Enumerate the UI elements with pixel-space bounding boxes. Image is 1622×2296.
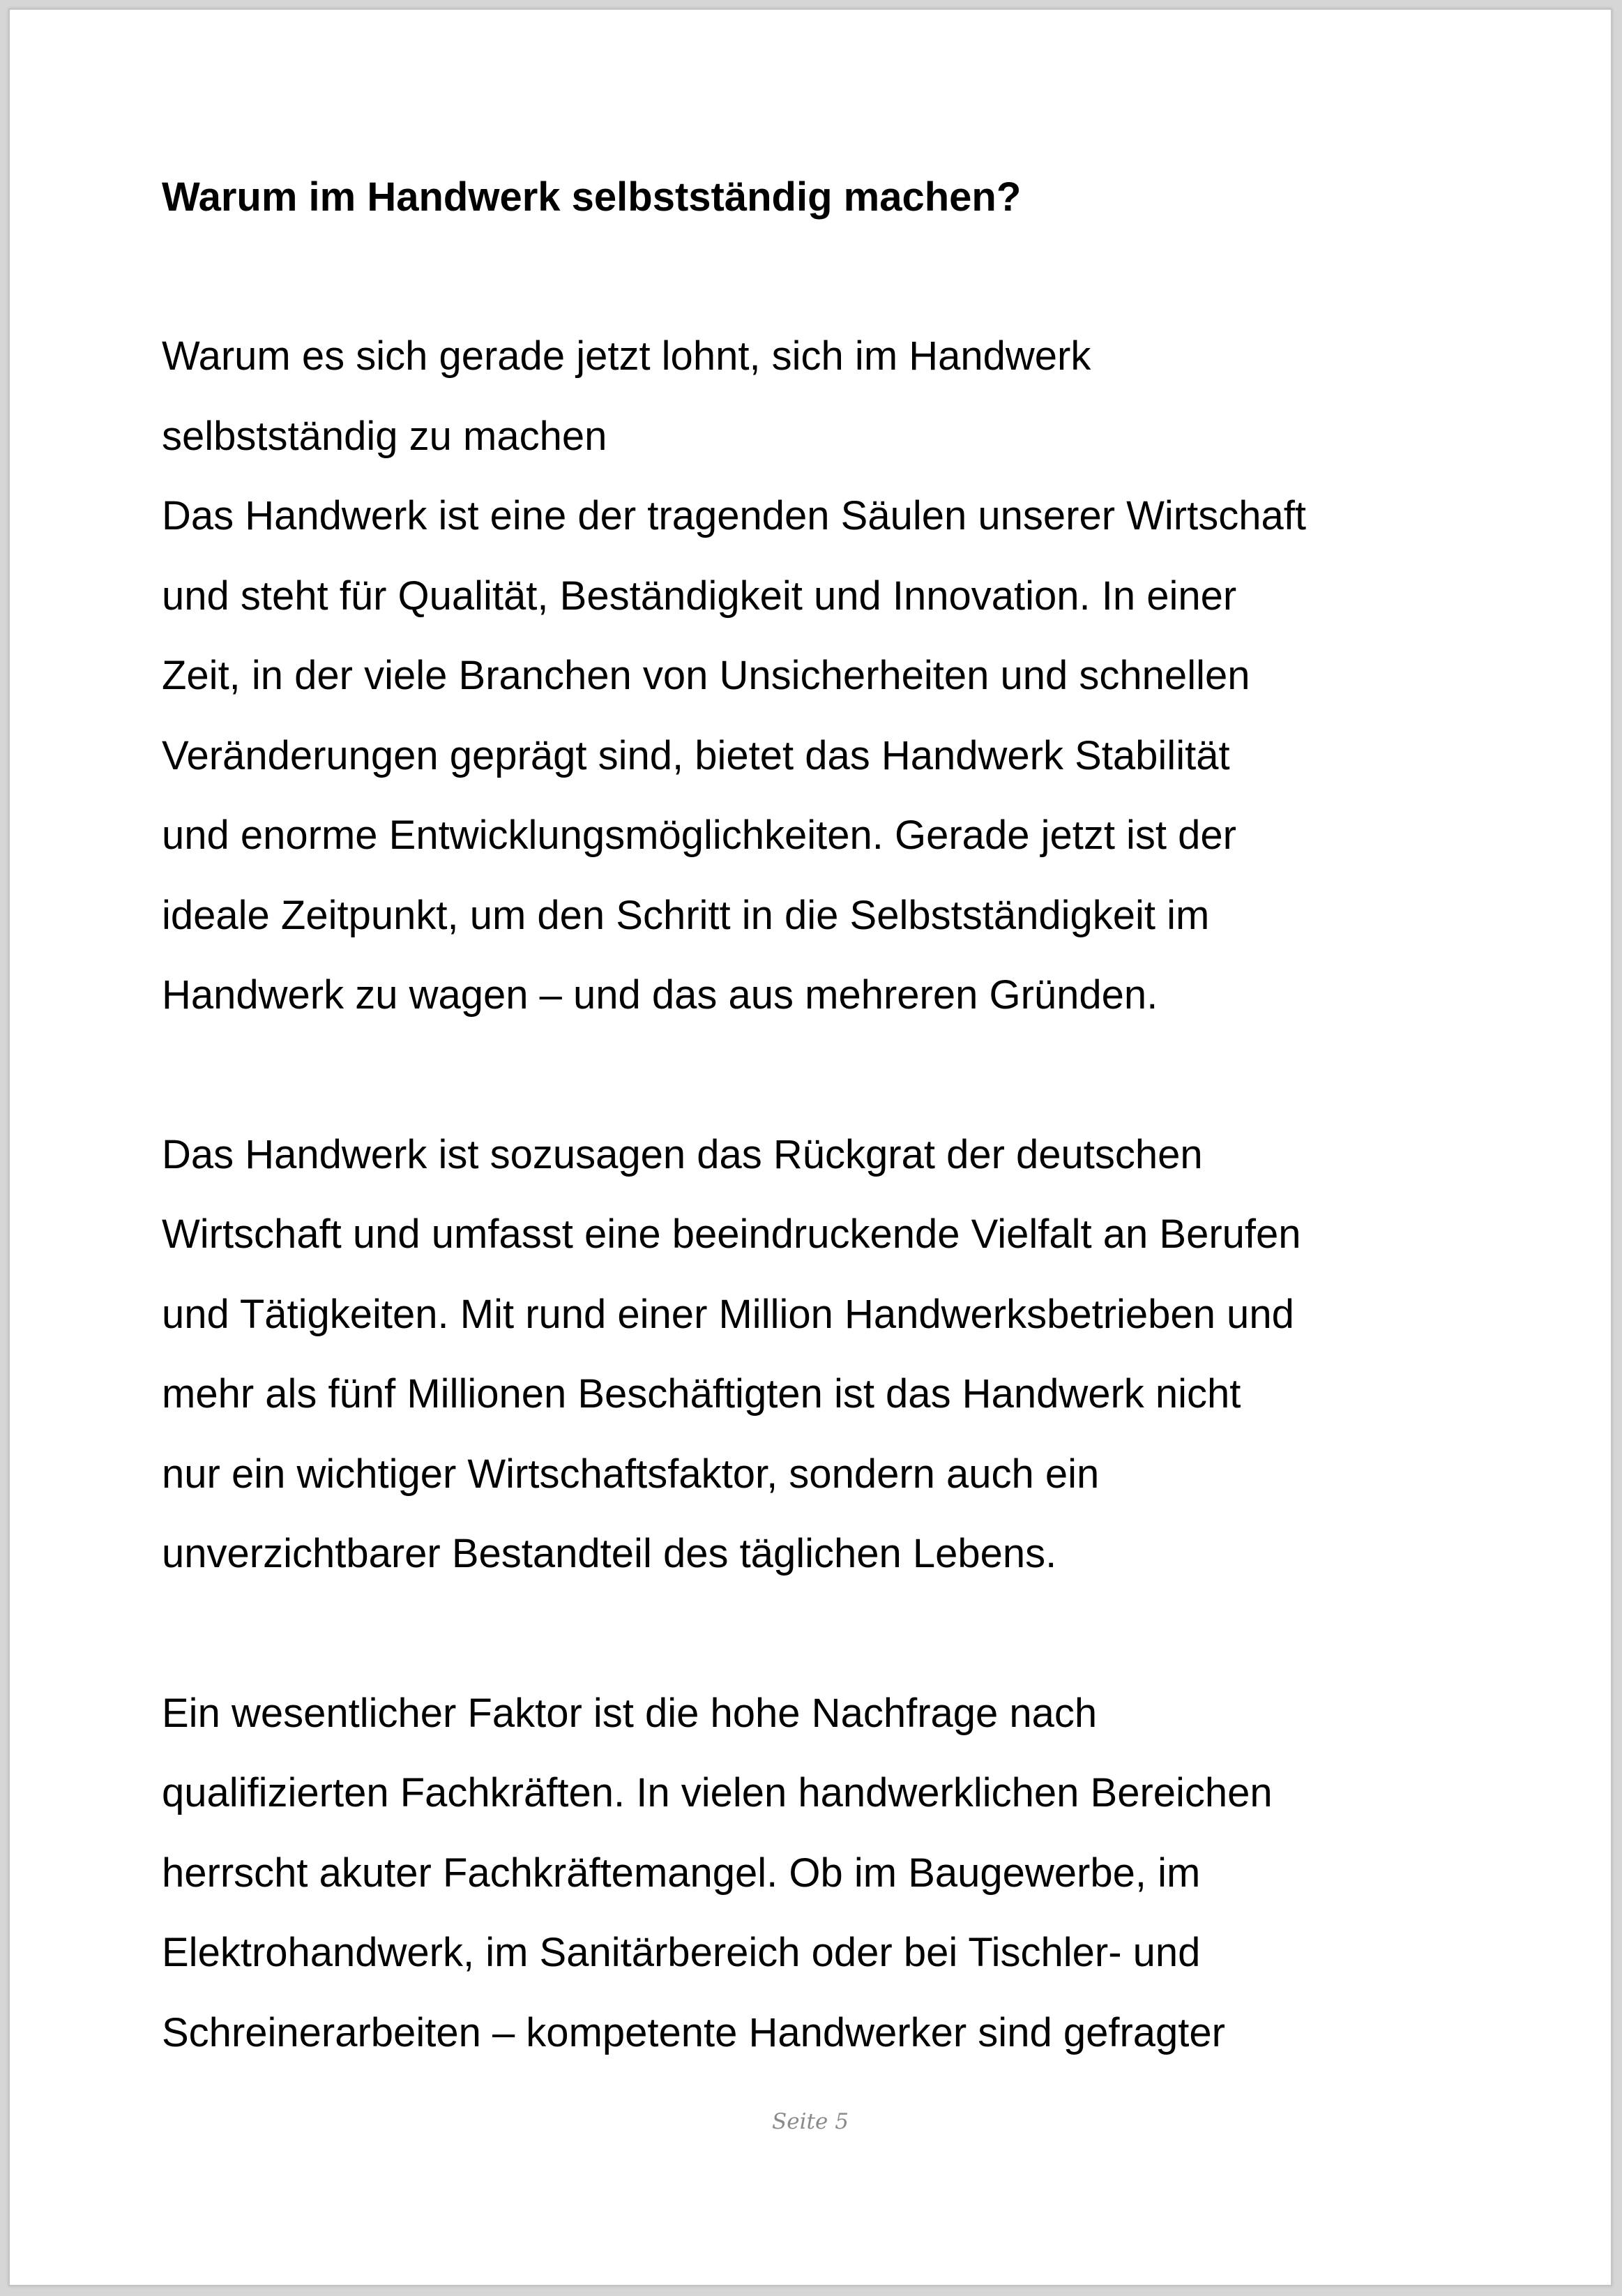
paragraph-line: unverzichtbarer Bestandteil des täglichen Lebens. xyxy=(162,1531,1057,1576)
paragraph-gap xyxy=(162,1036,1515,1115)
paragraph-line: Warum es sich gerade jetzt lohnt, sich im Handwerk xyxy=(162,333,1091,379)
paragraph-line: herrscht akuter Fachkräftemangel. Ob im Baugewerbe, im xyxy=(162,1850,1201,1896)
paragraph-line: Handwerk zu wagen – und das aus mehreren Gründen. xyxy=(162,972,1158,1018)
paragraph-line: und steht für Qualität, Beständigkeit und Innovation. In einer xyxy=(162,573,1237,619)
paragraph-line: Veränderungen geprägt sind, bietet das Handwerk Stabilität xyxy=(162,732,1230,778)
paragraph-line: Elektrohandwerk, im Sanitärbereich oder bei Tischler- und xyxy=(162,1930,1201,1975)
paragraph-gap xyxy=(162,237,1515,317)
paragraph-line: Zeit, in der viele Branchen von Unsicherheiten und schnellen xyxy=(162,653,1250,698)
paragraph-line: Das Handwerk ist eine der tragenden Säulen unserer Wirtschaft xyxy=(162,493,1306,538)
paragraph-line: nur ein wichtiger Wirtschaftsfaktor, sondern auch ein xyxy=(162,1451,1100,1497)
paragraph-line: Das Handwerk ist sozusagen das Rückgrat der deutschen xyxy=(162,1131,1203,1177)
paragraph-3 xyxy=(162,1674,1515,2074)
paragraph-1 xyxy=(162,317,1515,1036)
paragraph-line: Wirtschaft und umfasst eine beeindruckende Vielfalt an Berufen xyxy=(162,1211,1301,1257)
paragraph-line: Schreinerarbeiten – kompetente Handwerker sind gefragter xyxy=(162,2009,1225,2055)
paragraph-line: selbstständig zu machen xyxy=(162,413,607,459)
page-number-footer: Seite 5 xyxy=(772,2109,849,2134)
paragraph-line: und enorme Entwicklungsmöglichkeiten. Gerade jetzt ist der xyxy=(162,813,1236,858)
paragraph-2 xyxy=(162,1115,1515,1594)
paragraph-gap xyxy=(162,1594,1515,1674)
document-page xyxy=(8,8,1612,2286)
paragraph-line: ideale Zeitpunkt, um den Schritt in die Selbstständigkeit im xyxy=(162,892,1210,938)
paragraph-line: und Tätigkeiten. Mit rund einer Million Handwerksbetrieben und xyxy=(162,1291,1294,1337)
page-heading: Warum im Handwerk selbstständig machen? xyxy=(162,174,1022,220)
paragraph-line: qualifizierten Fachkräften. In vielen handwerklichen Bereichen xyxy=(162,1770,1273,1815)
paragraph-line: mehr als fünf Millionen Beschäftigten ist das Handwerk nicht xyxy=(162,1371,1241,1417)
paragraph-line: Ein wesentlicher Faktor ist die hohe Nachfrage nach xyxy=(162,1690,1098,1736)
page-content xyxy=(162,158,1515,2073)
